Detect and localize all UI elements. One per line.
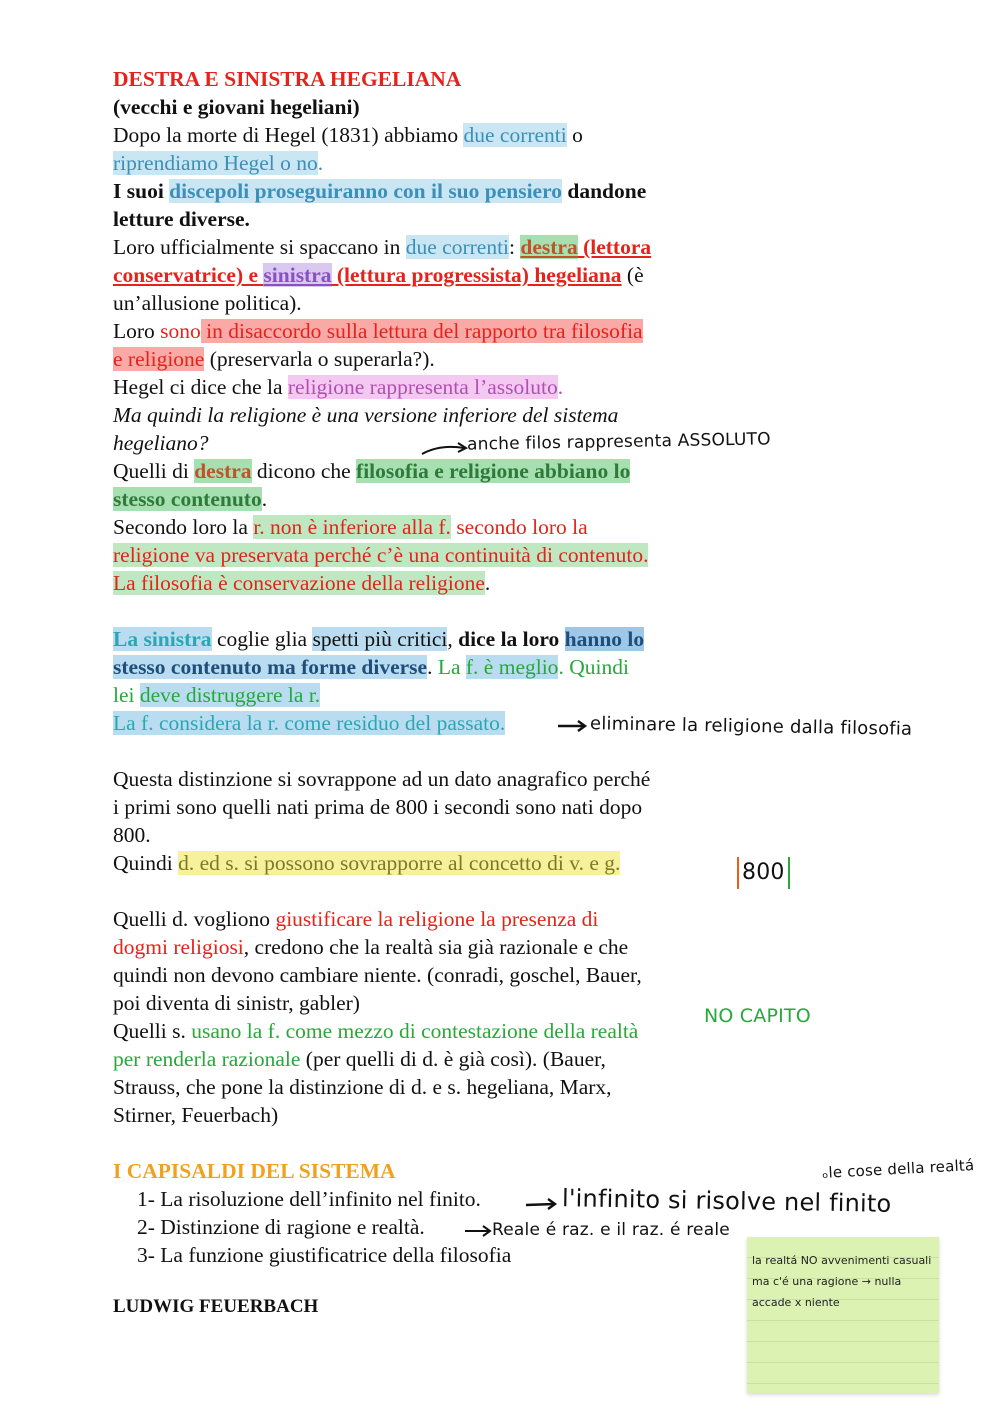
paragraph-line: La filosofia è conservazione della religione. — [113, 571, 491, 595]
paragraph-line: religione va preservata perché c’è una continuità di contenuto. — [113, 543, 649, 567]
paragraph-line: conservatrice) e sinistra (lettura progressista) hegeliana (è — [113, 263, 644, 287]
paragraph-line: stesso contenuto. — [113, 487, 268, 511]
paragraph-line: Quelli s. usano la f. come mezzo di contestazione della realtà — [113, 1019, 639, 1043]
paragraph-line: Hegel ci dice che la religione rappresenta l’assoluto. — [113, 375, 564, 399]
handwritten-note: NO CAPITO — [704, 1005, 811, 1027]
paragraph-line: Secondo loro la r. non è inferiore alla f. secondo loro la — [113, 515, 588, 539]
handwritten-note: 800 — [737, 857, 790, 889]
paragraph-line: I suoi discepoli proseguiranno con il suo pensiero dandone — [113, 179, 647, 203]
paragraph-line: 800. — [113, 823, 151, 847]
paragraph-line: i primi sono quelli nati prima de 800 i secondi sono nati dopo — [113, 795, 643, 819]
paragraph-line: Stirner, Feuerbach) — [113, 1103, 279, 1127]
arrow-icon — [463, 1224, 493, 1238]
handwritten-note: l'infinito si risolve nel finito — [561, 1184, 892, 1218]
list-item: 1- La risoluzione dell’infinito nel finito. — [137, 1187, 481, 1211]
paragraph-line: stesso contenuto ma forme diverse. La f. è meglio. Quindi — [113, 655, 629, 679]
section-heading: I CAPISALDI DEL SISTEMA — [113, 1159, 396, 1183]
list-item: 2- Distinzione di ragione e realtà. — [137, 1215, 425, 1239]
paragraph-line: Dopo la morte di Hegel (1831) abbiamo due correnti o — [113, 123, 583, 147]
handwritten-note: anche filos rappresenta ASSOLUTO — [466, 429, 771, 455]
paragraph-line: riprendiamo Hegel o no. — [113, 151, 324, 175]
handwritten-note: eliminare la religione dalla filosofia — [589, 713, 913, 740]
paragraph-line: La f. considera la r. come residuo del passato. — [113, 711, 506, 735]
paragraph-line: hegeliano? — [113, 431, 209, 455]
paragraph-line: e religione (preservarla o superarla?). — [113, 347, 435, 371]
paragraph-line: La sinistra coglie glia spetti più critici, dice la loro hanno lo — [113, 627, 645, 651]
arrow-icon — [524, 1196, 558, 1212]
document-body — [113, 65, 733, 1321]
arrow-icon — [420, 440, 470, 460]
paragraph-line: per renderla razionale (per quelli di d. è già così). (Bauer, — [113, 1047, 606, 1071]
paragraph-line: Loro ufficialmente si spaccano in due correnti: destra (lettora — [113, 235, 652, 259]
paragraph-line: Quelli di destra dicono che filosofia e religione abbiano lo — [113, 459, 631, 483]
arrow-icon — [556, 718, 588, 734]
doc-subtitle: (vecchi e giovani hegeliani) — [113, 95, 360, 119]
handwritten-note: ₒle cose della realtá — [821, 1156, 975, 1182]
sticky-note-line: la realtá NO avvenimenti casuali — [752, 1254, 932, 1267]
sticky-note — [747, 1237, 939, 1393]
paragraph-line: poi diventa di sinistr, gabler) — [113, 991, 360, 1015]
handwritten-note: Reale é raz. e il raz. é reale — [492, 1220, 730, 1240]
paragraph-line: quindi non devono cambiare niente. (conradi, goschel, Bauer, — [113, 963, 642, 987]
paragraph-line: lei deve distruggere la r. — [113, 683, 321, 707]
paragraph-line: Strauss, che pone la distinzione di d. e s. hegeliana, Marx, — [113, 1075, 612, 1099]
list-item: 3- La funzione giustificatrice della filosofia — [137, 1243, 512, 1267]
paragraph-line: un’allusione politica). — [113, 291, 302, 315]
section-heading: LUDWIG FEUERBACH — [113, 1296, 319, 1317]
paragraph-line: Ma quindi la religione è una versione inferiore del sistema — [113, 403, 619, 427]
paragraph-line: Questa distinzione si sovrappone ad un dato anagrafico perché — [113, 767, 651, 791]
sticky-note-line: ma c'é una ragione → nulla — [752, 1275, 902, 1288]
paragraph-line: Quindi d. ed s. si possono sovrapporre al concetto di v. e g. — [113, 851, 621, 875]
paragraph-line: dogmi religiosi, credono che la realtà sia già razionale e che — [113, 935, 629, 959]
doc-title: DESTRA E SINISTRA HEGELIANA — [113, 67, 462, 91]
paragraph-line: letture diverse. — [113, 207, 250, 231]
paragraph-line: Quelli d. vogliono giustificare la religione la presenza di — [113, 907, 599, 931]
sticky-note-line: accade x niente — [752, 1296, 840, 1309]
paragraph-line: Loro sono in disaccordo sulla lettura del rapporto tra filosofia — [113, 319, 643, 343]
